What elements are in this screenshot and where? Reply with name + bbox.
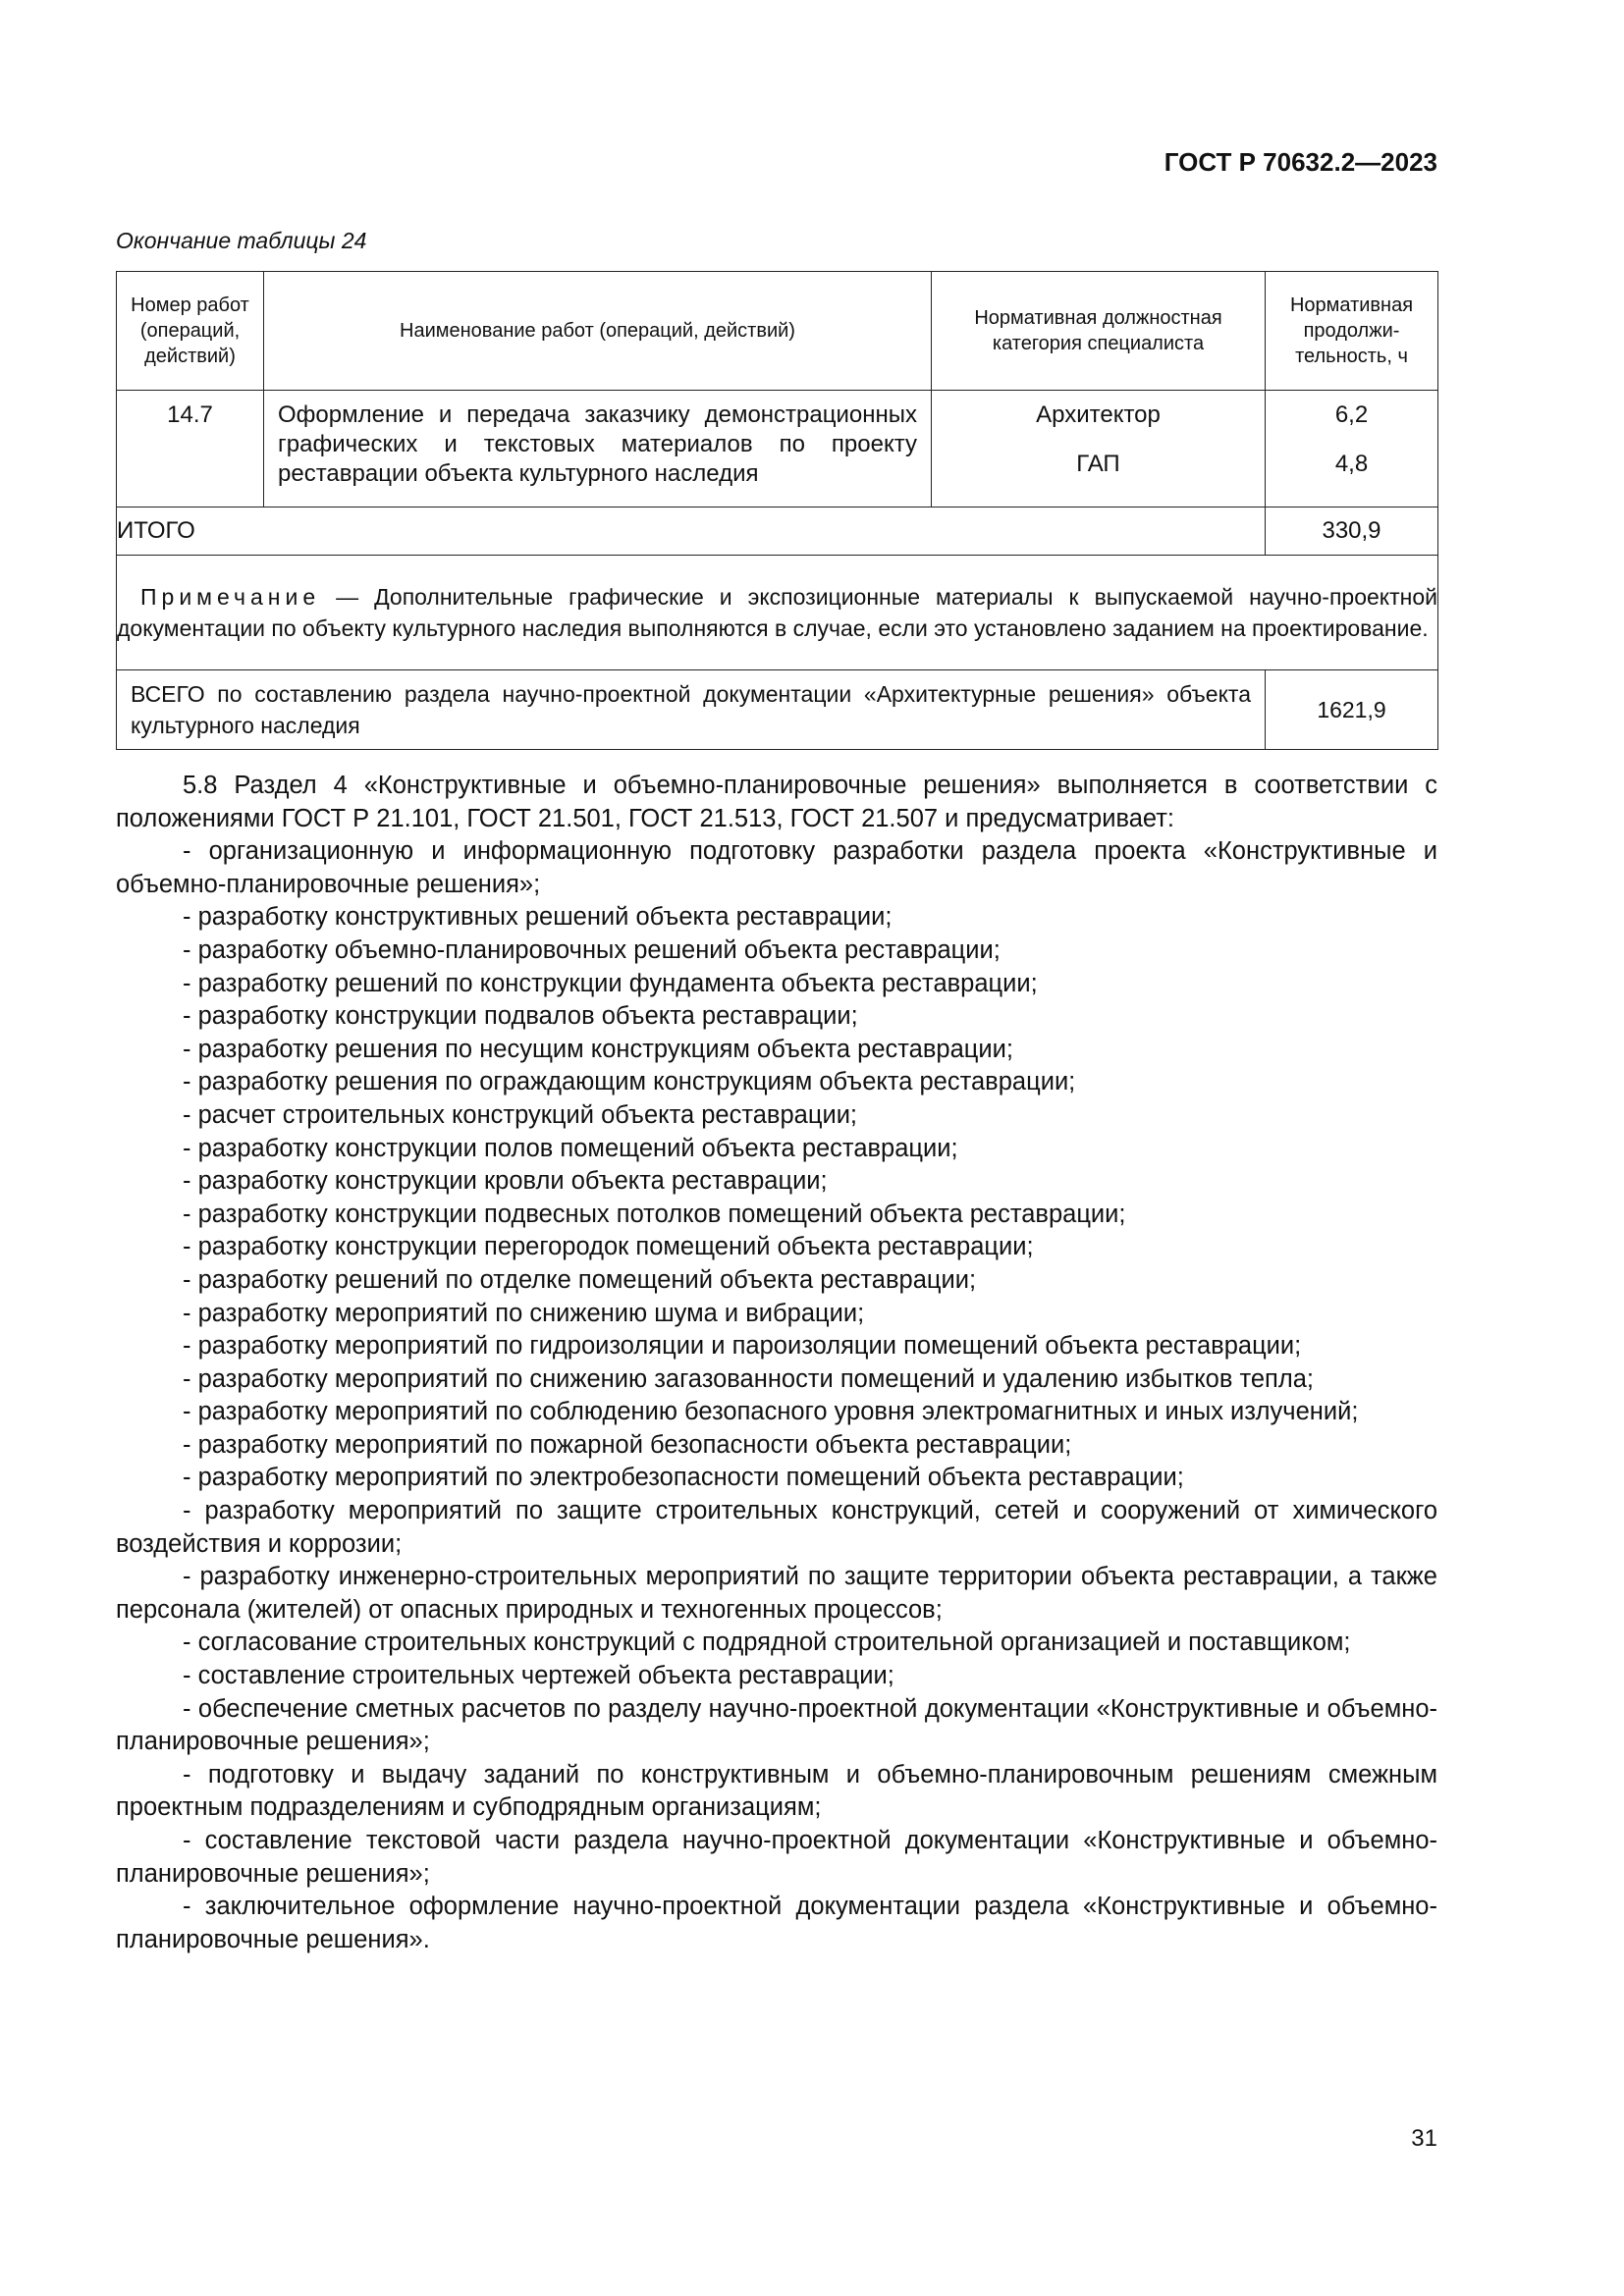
row-hours [1266, 391, 1438, 507]
list-item: - расчет строительных конструкций объекта реставрации; [183, 1100, 858, 1129]
total-value: 1621,9 [1266, 670, 1438, 750]
specialist-gap: ГАП [1076, 451, 1120, 477]
list-item: - разработку решений по конструкции фундамента объекта реставрации; [183, 969, 1038, 997]
list-item: - разработку мероприятий по защите строительных конструкций, сетей и сооружений от химического воздействия и коррозии; [116, 1497, 1437, 1558]
hours-gap: 4,8 [1334, 451, 1369, 477]
header-specialist-category: Нормативная должностная категория специалиста [932, 272, 1266, 391]
row-specialists [932, 391, 1266, 507]
note-label: Примечание [140, 584, 321, 610]
list-item: - разработку мероприятий по электробезопасности помещений объекта реставрации; [183, 1464, 1184, 1492]
list-item: - разработку решений по отделке помещений объекта реставрации; [183, 1265, 977, 1294]
specialist-architect: Архитектор [1036, 401, 1161, 428]
list-item: - обеспечение сметных расчетов по разделу научно-проектной документации «Конструктивные и объемно-планировочные решения»; [116, 1694, 1437, 1756]
list-item: - разработку решения по ограждающим конструкциям объекта реставрации; [183, 1068, 1076, 1096]
work-list [116, 835, 1437, 1956]
list-item: - разработку объемно-планировочных решений объекта реставрации; [183, 935, 1001, 964]
list-item: - составление текстовой части раздела научно-проектной документации «Конструктивные и объемно-планировочные решения»; [116, 1827, 1437, 1888]
list-item: - разработку конструкции подвесных потолков помещений объекта реставрации; [183, 1200, 1126, 1228]
total-row [117, 670, 1438, 750]
table-row [117, 391, 1438, 507]
list-item: - разработку мероприятий по снижению загазованности помещений и удалению избытков тепла; [183, 1364, 1315, 1393]
note-row [117, 556, 1438, 670]
section-intro: 5.8 Раздел 4 «Конструктивные и объемно-планировочные решения» выполняется в соответствии с положениями ГОСТ Р 21.101, ГОСТ 21.501, ГОСТ 21.513, ГОСТ 21.507 и предусматривает: [116, 772, 1437, 832]
list-item: - подготовку и выдачу заданий по конструктивным и объемно-планировочным решениям смежным проектным подразделениям и субподрядным организациям; [116, 1760, 1437, 1822]
list-item: - согласование строительных конструкций с подрядной строительной организацией и поставщиком; [183, 1629, 1351, 1657]
total-label: ВСЕГО по составлению раздела научно-проектной документации «Архитектурные решения» объекта культурного наследия [117, 670, 1266, 750]
itogo-value: 330,9 [1266, 507, 1438, 556]
page-number: 31 [1411, 2125, 1437, 2152]
table-caption: Окончание таблицы 24 [116, 228, 367, 253]
list-item: - разработку мероприятий по соблюдению безопасного уровня электромагнитных и иных излучений; [183, 1398, 1359, 1426]
document-code: ГОСТ Р 70632.2—2023 [1164, 147, 1437, 177]
table-header-row [117, 272, 1438, 391]
list-item: - организационную и информационную подготовку разработки раздела проекта «Конструктивные и объемно-планировочные решения»; [116, 837, 1437, 898]
list-item: - разработку конструкции кровли объекта реставрации; [183, 1167, 828, 1196]
header-work-name: Наименование работ (операций, действий) [264, 272, 932, 391]
row-number: 14.7 [117, 391, 264, 507]
itogo-label: ИТОГО [117, 507, 1266, 556]
list-item: - составление строительных чертежей объекта реставрации; [183, 1662, 894, 1690]
note-text: — Дополнительные графические и экспозиционные материалы к выпускаемой научно-проектной документации по объекту культурного наследия выполняются в случае, если это установлено заданием на проектирование. [117, 584, 1437, 641]
list-item: - заключительное оформление научно-проектной документации раздела «Конструктивные и объемно-планировочные решения». [116, 1893, 1437, 1953]
section-5-8 [116, 770, 1437, 1956]
itogo-row [117, 507, 1438, 556]
list-item: - разработку конструкции подвалов объекта реставрации; [183, 1002, 858, 1031]
list-item: - разработку конструктивных решений объекта реставрации; [183, 903, 893, 932]
note-cell [117, 556, 1438, 670]
header-work-number: Номер работ (операций, действий) [117, 272, 264, 391]
table-24 [116, 271, 1438, 750]
list-item: - разработку инженерно-строительных мероприятий по защите территории объекта реставрации, а также персонала (жителей) от опасных природных и техногенных процессов; [116, 1563, 1437, 1624]
list-item: - разработку мероприятий по пожарной безопасности объекта реставрации; [183, 1430, 1072, 1459]
list-item: - разработку конструкции полов помещений объекта реставрации; [183, 1134, 958, 1162]
list-item: - разработку мероприятий по снижению шума и вибрации; [183, 1299, 865, 1327]
list-item: - разработку конструкции перегородок помещений объекта реставрации; [183, 1233, 1034, 1261]
header-duration: Нормативная продолжи-тельность, ч [1266, 272, 1438, 391]
row-work-name: Оформление и передача заказчику демонстрационных графических и текстовых материалов по проекту реставрации объекта культурного наследия [264, 391, 932, 507]
list-item: - разработку решения по несущим конструкциям объекта реставрации; [183, 1035, 1013, 1063]
hours-architect: 6,2 [1334, 401, 1369, 428]
list-item: - разработку мероприятий по гидроизоляции и пароизоляции помещений объекта реставрации; [183, 1332, 1302, 1361]
